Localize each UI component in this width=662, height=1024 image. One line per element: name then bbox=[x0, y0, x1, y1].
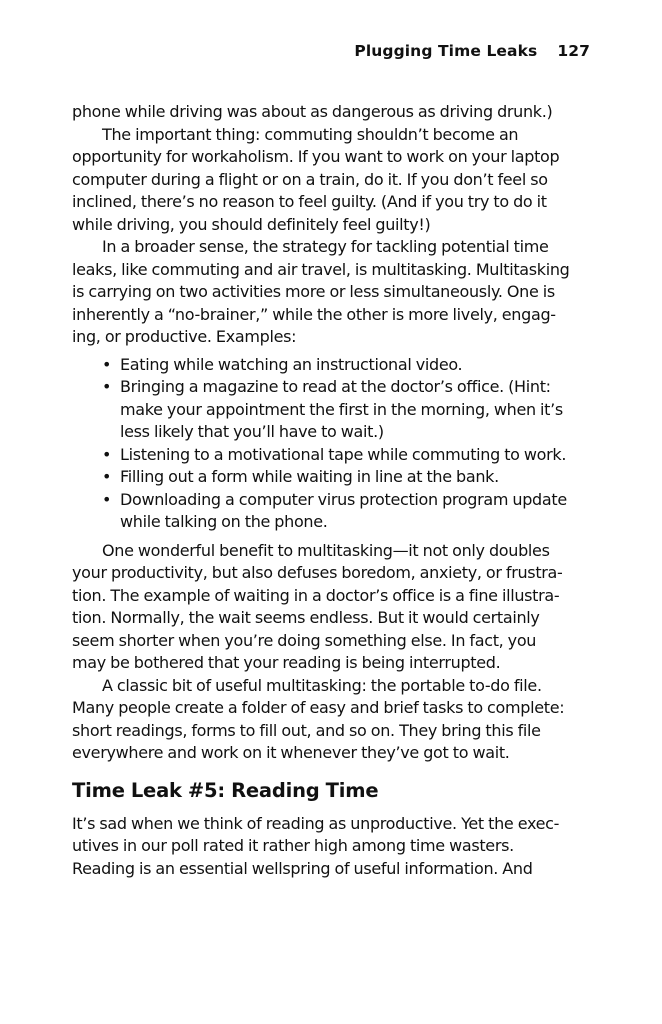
text-line: It’s sad when we think of reading as unproductive. Yet the exec- bbox=[72, 813, 560, 833]
text-line: is carrying on two activities more or less simultaneously. One is bbox=[72, 282, 555, 301]
list-item-line: Filling out a form while waiting in line at the bank. bbox=[120, 467, 499, 486]
text-line: opportunity for workaholism. If you want to work on your laptop bbox=[72, 147, 560, 166]
paragraph-multitasking bbox=[72, 236, 591, 349]
examples-list bbox=[72, 354, 591, 534]
text-line: leaks, like commuting and air travel, is multitasking. Multitasking bbox=[72, 259, 570, 279]
text-line: Many people create a folder of easy and brief tasks to complete: bbox=[72, 698, 565, 717]
bullet-icon: • bbox=[102, 467, 112, 486]
text-line: The important thing: commuting shouldn’t become an bbox=[102, 124, 519, 144]
text-line: A classic bit of useful multitasking: the portable to-do file. bbox=[102, 675, 542, 695]
list-item bbox=[72, 376, 591, 444]
bullet-icon: • bbox=[102, 444, 112, 464]
text-line: tion. The example of waiting in a doctor’s office is a fine illustra- bbox=[72, 585, 560, 605]
list-item bbox=[72, 444, 591, 467]
paragraph-continuation bbox=[72, 101, 591, 124]
list-item-line: make your appointment the first in the morning, when it’s bbox=[120, 399, 563, 419]
text-line: short readings, forms to fill out, and so on. They bring this file bbox=[72, 720, 541, 740]
text-line: may be bothered that your reading is being interrupted. bbox=[72, 653, 501, 672]
paragraph-commuting bbox=[72, 124, 591, 237]
paragraph-todo-file bbox=[72, 675, 591, 765]
section-heading: Time Leak #5: Reading Time bbox=[72, 778, 379, 802]
list-item-line: Listening to a motivational tape while commuting to work. bbox=[120, 444, 567, 464]
text-line: inherently a “no-brainer,” while the other is more lively, engag- bbox=[72, 304, 556, 324]
list-item-line: Eating while watching an instructional video. bbox=[120, 354, 463, 374]
text-line: while driving, you should definitely feel guilty!) bbox=[72, 214, 431, 234]
list-item bbox=[72, 489, 591, 534]
text-line: Reading is an essential wellspring of useful information. And bbox=[72, 858, 533, 878]
text-line: ing, or productive. Examples: bbox=[72, 327, 297, 346]
bullet-icon: • bbox=[102, 354, 112, 374]
text-line: utives in our poll rated it rather high among time wasters. bbox=[72, 836, 514, 855]
text-line: phone while driving was about as dangerous as driving drunk.) bbox=[72, 102, 553, 121]
list-item-line: Downloading a computer virus protection program update bbox=[120, 489, 567, 509]
text-line: tion. Normally, the wait seems endless. But it would certainly bbox=[72, 608, 540, 627]
bullet-icon: • bbox=[102, 377, 112, 396]
running-head-title: Plugging Time Leaks bbox=[354, 42, 538, 60]
text-line: seem shorter when you’re doing something else. In fact, you bbox=[72, 630, 537, 650]
list-item-line: while talking on the phone. bbox=[120, 512, 328, 531]
paragraph-reading bbox=[72, 813, 591, 881]
text-line: One wonderful benefit to multitasking—it not only doubles bbox=[102, 540, 550, 560]
list-item-line: less likely that you’ll have to wait.) bbox=[120, 422, 384, 441]
text-line: your productivity, but also defuses boredom, anxiety, or frustra- bbox=[72, 563, 563, 582]
body-text bbox=[72, 101, 591, 880]
paragraph-benefit bbox=[72, 540, 591, 675]
text-line: inclined, there’s no reason to feel guilty. (And if you try to do it bbox=[72, 192, 547, 211]
bullet-icon: • bbox=[102, 489, 112, 509]
running-head bbox=[354, 42, 590, 60]
text-line: everywhere and work on it whenever they’ve got to wait. bbox=[72, 743, 510, 762]
list-item bbox=[72, 466, 591, 489]
page-number: 127 bbox=[557, 42, 590, 60]
text-line: computer during a flight or on a train, do it. If you don’t feel so bbox=[72, 169, 548, 189]
list-item-line: Bringing a magazine to read at the doctor’s office. (Hint: bbox=[120, 377, 551, 396]
list-item bbox=[72, 354, 591, 377]
text-line: In a broader sense, the strategy for tackling potential time bbox=[102, 237, 549, 256]
